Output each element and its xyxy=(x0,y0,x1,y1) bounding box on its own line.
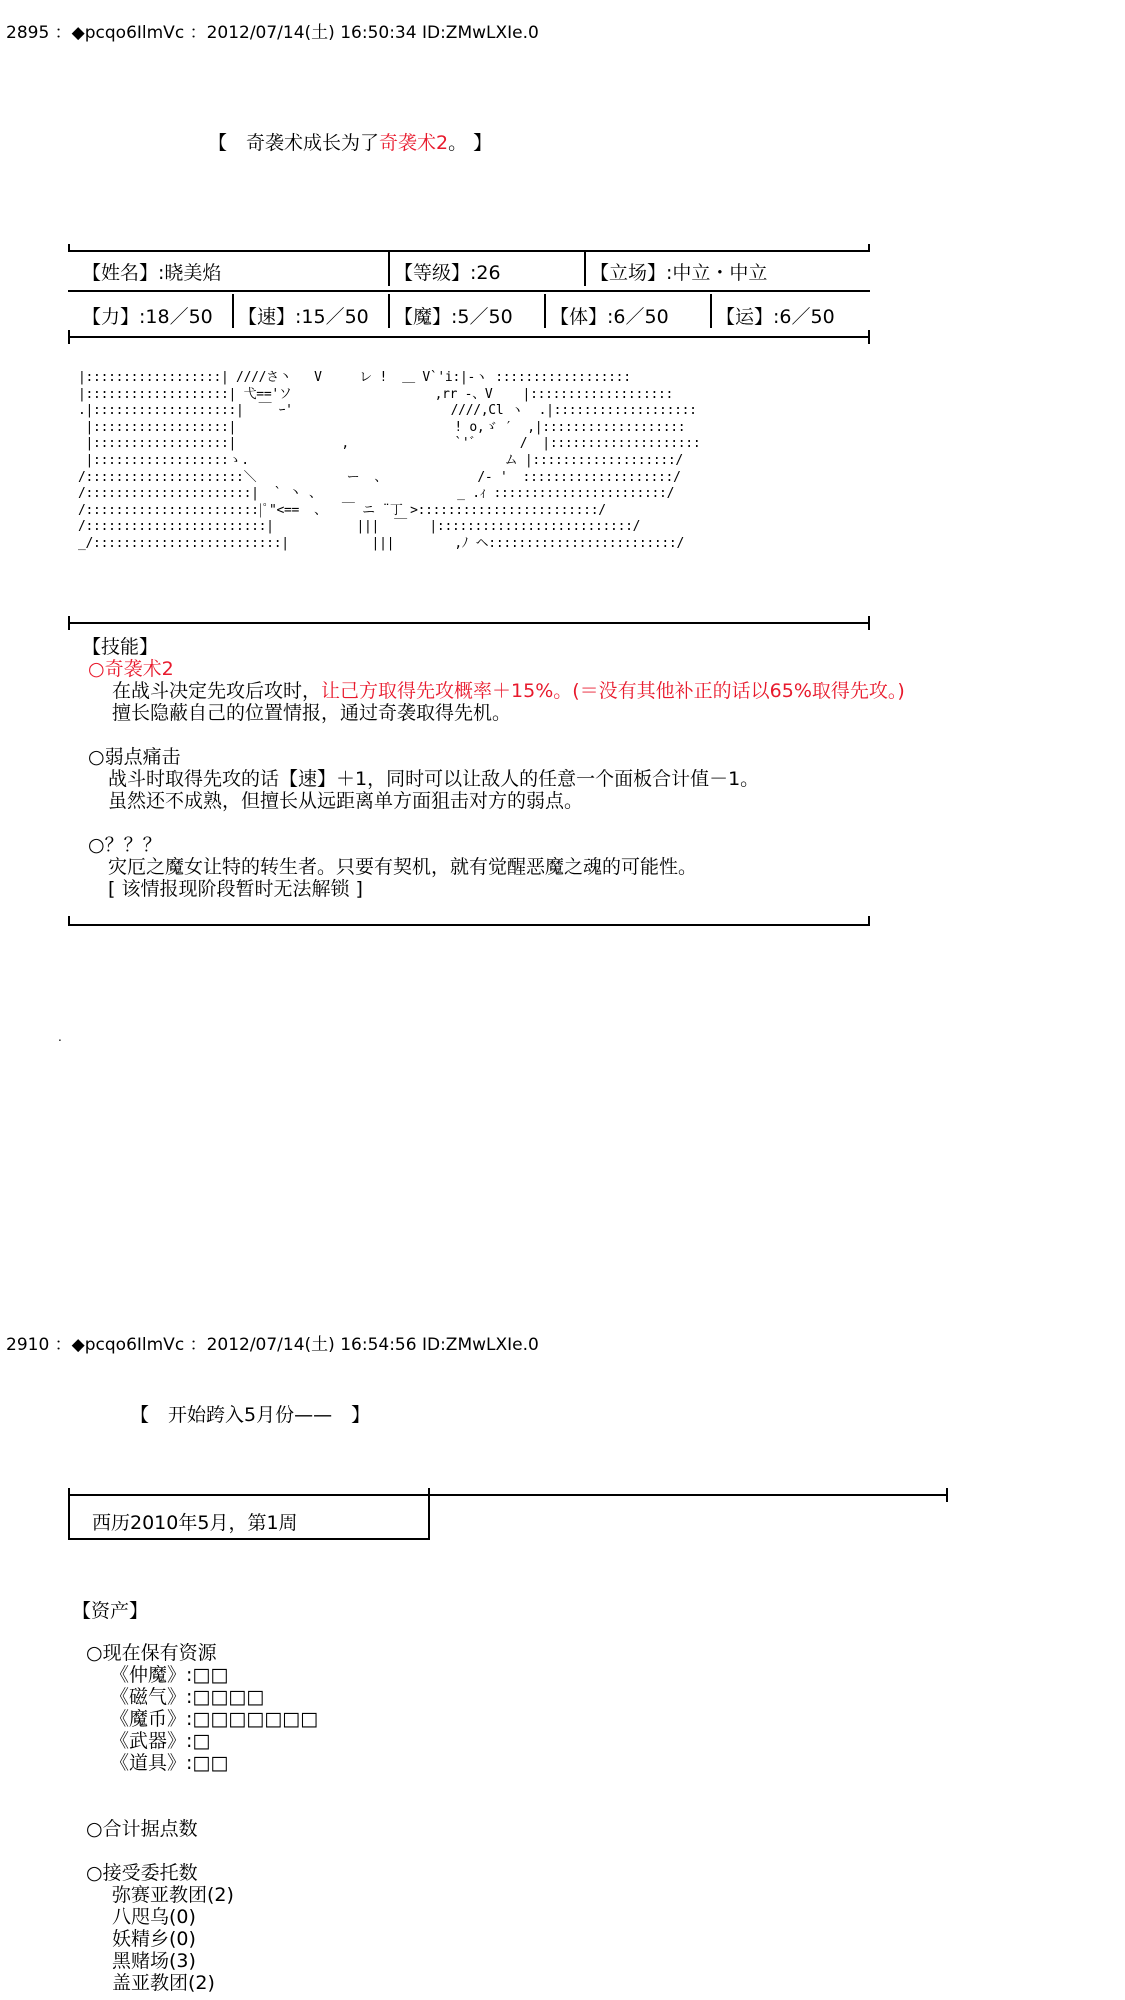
commission-item: 黑赌场(3) xyxy=(112,1950,196,1972)
divider xyxy=(68,1494,948,1496)
divider xyxy=(68,916,70,926)
bases-label: ○合计据点数 xyxy=(86,1818,198,1840)
resources-label: ○现在保有资源 xyxy=(86,1642,217,1664)
skills-label: 【技能】 xyxy=(82,636,159,658)
stat-magic: 【魔】:5／50 xyxy=(394,306,513,328)
post-title xyxy=(208,128,492,155)
divider xyxy=(68,330,70,344)
divider xyxy=(868,616,870,630)
stat-strength: 【力】:18／50 xyxy=(82,306,213,328)
commission-item: 弥赛亚教团(2) xyxy=(112,1884,234,1906)
resource-item: 《武器》:□ xyxy=(110,1730,211,1752)
title-prefix: 【 奇袭术成长为了 xyxy=(208,132,380,154)
divider xyxy=(868,244,870,252)
divider xyxy=(868,916,870,926)
post-header: 2895 ：◆pcqo6IlmVc ：2012/07/14(土) 16:50:34 ID:ZMwLXIe.0 xyxy=(6,23,539,43)
commission-item: 八咫乌(0) xyxy=(112,1906,196,1928)
divider xyxy=(68,250,870,252)
skill-desc-prefix: 在战斗决定先攻后攻时， xyxy=(112,680,322,702)
skill-name: ○？？？ xyxy=(88,834,162,856)
divider xyxy=(388,294,390,328)
commissions-label: ○接受委托数 xyxy=(86,1862,198,1884)
stat-body: 【体】:6／50 xyxy=(550,306,669,328)
divider xyxy=(68,924,870,926)
divider xyxy=(710,294,712,328)
divider xyxy=(584,250,586,286)
stat-alignment: 【立场】:中立・中立 xyxy=(590,262,768,284)
divider xyxy=(68,1538,430,1540)
stat-name: 【姓名】:晓美焰 xyxy=(82,262,222,284)
ascii-art: |::::::::::::::::::| ////さ丶 V レ ! ＿ V`'i:|-ヽ :::::::::::::::::: |:::::::::::::::::::| 弋=='ソ ,rr ‐、V |::::::::::::::::::: .|:::::::::::::::::::| ￣ ｰ' ////,Cl ヽ .|::::::::::::::::::: |::::::::::::::::::| ! o,ゞ ′ ,|::::::::::::::::::: |::::::::::::::::::| , `'゛ / |:::::::::::::::::::: |::::::::::::::::::ゝ. ム |:::::::::::::::::::/ /:::::::::::::::::::::＼ ー 、 /- ' ::::::::::::::::::::/ /::::::::::::::::::::::| ` 丶 、 _ .ｨ :::::::::::::::::::::::/ /:::::::::::::::::::::::|ﾟ"<== 、 ￣ ニ ¨丁 >::::::::::::::::::::::::/ /::::::::::::::::::::::::| ||| ￣ |::::::::::::::::::::::::::/ _/:::::::::::::::::::::::::| ||| ,ﾉ ヘ:::::::::::::::::::::::::/ xyxy=(78,370,701,551)
divider xyxy=(428,1488,430,1540)
resource-item: 《磁气》:□□□□ xyxy=(110,1686,265,1708)
divider xyxy=(68,244,70,252)
divider xyxy=(232,294,234,328)
resource-item: 《道具》:□□ xyxy=(110,1752,229,1774)
skill-name: ○弱点痛击 xyxy=(88,746,181,768)
title-highlight: 奇袭术2 xyxy=(379,132,449,154)
stray-dot: . xyxy=(58,1030,62,1044)
skill-name: ○奇袭术2 xyxy=(88,658,174,680)
assets-label: 【资产】 xyxy=(72,1600,149,1622)
commission-item: 盖亚教团(2) xyxy=(112,1972,215,1994)
divider xyxy=(388,250,390,286)
divider xyxy=(68,290,870,292)
divider xyxy=(946,1488,948,1502)
stat-level: 【等级】:26 xyxy=(394,262,501,284)
stat-luck: 【运】:6／50 xyxy=(716,306,835,328)
divider xyxy=(68,336,870,338)
divider xyxy=(544,294,546,328)
post-header: 2910 ：◆pcqo6IlmVc ：2012/07/14(土) 16:54:56 ID:ZMwLXIe.0 xyxy=(6,1335,539,1355)
skill-desc: [ 该情报现阶段暂时无法解锁 ] xyxy=(108,878,363,900)
divider xyxy=(68,1488,70,1540)
date-box-text: 西历2010年5月，第1周 xyxy=(92,1512,298,1534)
title-suffix: 。 】 xyxy=(448,132,493,154)
resource-item: 《仲魔》:□□ xyxy=(110,1664,229,1686)
commission-item: 妖精乡(0) xyxy=(112,1928,196,1950)
divider xyxy=(868,330,870,344)
divider xyxy=(68,622,870,624)
skill-desc-highlight: 让己方取得先攻概率＋15%。(＝没有其他补正的话以65%取得先攻。) xyxy=(321,680,905,702)
post-title: 【 开始跨入5月份—— 】 xyxy=(130,1404,371,1426)
skill-desc: 灾厄之魔女让特的转生者。只要有契机，就有觉醒恶魔之魂的可能性。 xyxy=(108,856,698,878)
skill-desc: 虽然还不成熟，但擅长从远距离单方面狙击对方的弱点。 xyxy=(108,790,584,812)
divider xyxy=(68,616,70,630)
stat-speed: 【速】:15／50 xyxy=(238,306,369,328)
skill-desc: 擅长隐蔽自己的位置情报，通过奇袭取得先机。 xyxy=(112,702,512,724)
skill-desc: 战斗时取得先攻的话【速】＋1，同时可以让敌人的任意一个面板合计值－1。 xyxy=(108,768,760,790)
resource-item: 《魔币》:□□□□□□□ xyxy=(110,1708,319,1730)
